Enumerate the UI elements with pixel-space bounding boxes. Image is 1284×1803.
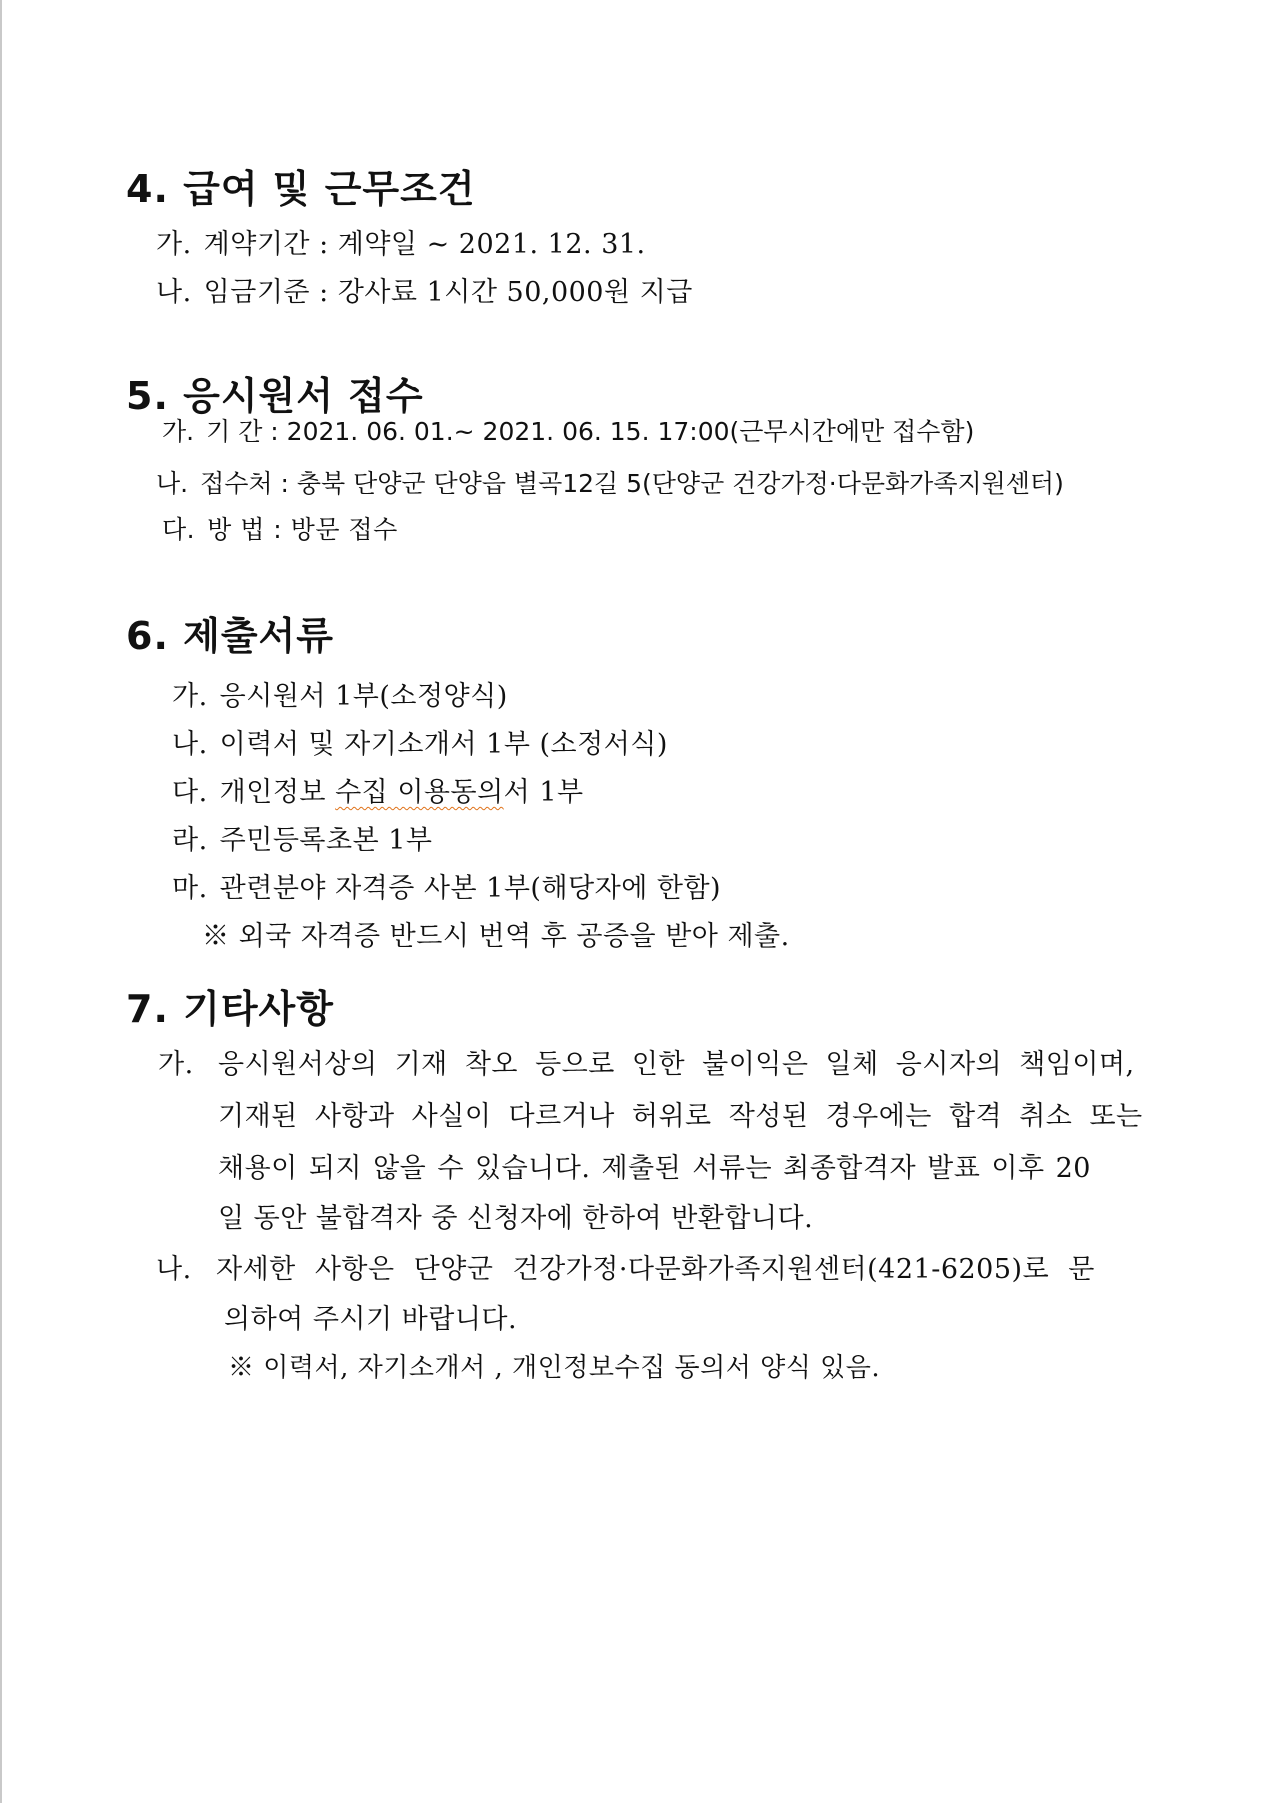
item-marker: 가. [172, 681, 208, 712]
item-text: 계약기간 : 계약일 ~ 2021. 12. 31. [203, 229, 646, 260]
section-6-item-e [172, 866, 721, 905]
section-7-item-b-line-1: 자세한 사항은 단양군 건강가정·다문화가족지원센터(421-6205)로 문 [216, 1254, 1095, 1285]
section-6-note: ※ 외국 자격증 반드시 번역 후 공증을 받아 제출. [202, 921, 790, 952]
item-text-after: 서 1부 [503, 777, 584, 808]
section-6-item-a [172, 674, 508, 713]
section-7-item-a-marker: 가. [158, 1049, 194, 1080]
item-marker: 가. [156, 229, 192, 260]
section-6-item-b [172, 722, 668, 761]
item-text: 방 법 : 방문 접수 [207, 515, 398, 544]
section-7-item-a-line-3: 채용이 되지 않을 수 있습니다. 제출된 서류는 최종합격자 발표 이후 20 [218, 1153, 1091, 1184]
section-7-item-a-line-4: 일 동안 불합격자 중 신청자에 한하여 반환합니다. [218, 1203, 814, 1234]
spellcheck-underlined-text: 수집 이용동의 [335, 777, 504, 808]
section-7-heading: 7. 기타사항 [126, 987, 334, 1031]
item-marker: 다. [162, 515, 196, 544]
section-5-item-a [162, 412, 974, 448]
item-marker: 나. [156, 277, 192, 308]
item-text: 관련분야 자격증 사본 1부(해당자에 한함) [219, 873, 722, 904]
item-marker: 나. [156, 469, 189, 498]
section-7-item-b-marker: 나. [156, 1254, 192, 1285]
item-marker: 나. [172, 729, 208, 760]
section-4-heading: 4. 급여 및 근무조건 [126, 167, 476, 211]
section-7-note: ※ 이력서, 자기소개서 , 개인정보수집 동의서 양식 있음. [228, 1353, 881, 1383]
item-text: 임금기준 : 강사료 1시간 50,000원 지급 [203, 277, 693, 308]
item-marker: 다. [172, 777, 208, 808]
section-6-item-d [172, 818, 433, 857]
item-text: 기 간 : 2021. 06. 01.~ 2021. 06. 15. 17:00(근무시간에만 접수함) [206, 417, 975, 446]
section-5-item-b [156, 464, 1064, 500]
section-5-item-c [162, 510, 398, 546]
section-6-heading: 6. 제출서류 [126, 614, 334, 658]
section-4-item-b [156, 270, 693, 309]
section-7-item-b-line-2: 의하여 주시기 바랍니다. [224, 1304, 518, 1335]
section-7-item-a-line-2: 기재된 사항과 사실이 다르거나 허위로 작성된 경우에는 합격 취소 또는 [218, 1101, 1143, 1132]
item-text-before: 개인정보 [219, 777, 336, 808]
section-4-item-a [156, 222, 646, 261]
item-marker: 라. [172, 825, 208, 856]
page-left-edge [0, 0, 2, 1803]
section-6-item-c [172, 770, 584, 809]
item-text: 접수처 : 충북 단양군 단양읍 별곡12길 5(단양군 건강가정·다문화가족지원센터) [200, 469, 1064, 498]
item-text: 응시원서 1부(소정양식) [219, 681, 508, 712]
item-text: 주민등록초본 1부 [219, 825, 433, 856]
item-text: 이력서 및 자기소개서 1부 (소정서식) [219, 729, 668, 760]
section-5-heading: 5. 응시원서 접수 [126, 374, 424, 418]
item-marker: 마. [172, 873, 208, 904]
section-7-item-a-line-1: 응시원서상의 기재 착오 등으로 인한 불이익은 일체 응시자의 책임이며, [218, 1049, 1135, 1080]
item-marker: 가. [162, 417, 195, 446]
